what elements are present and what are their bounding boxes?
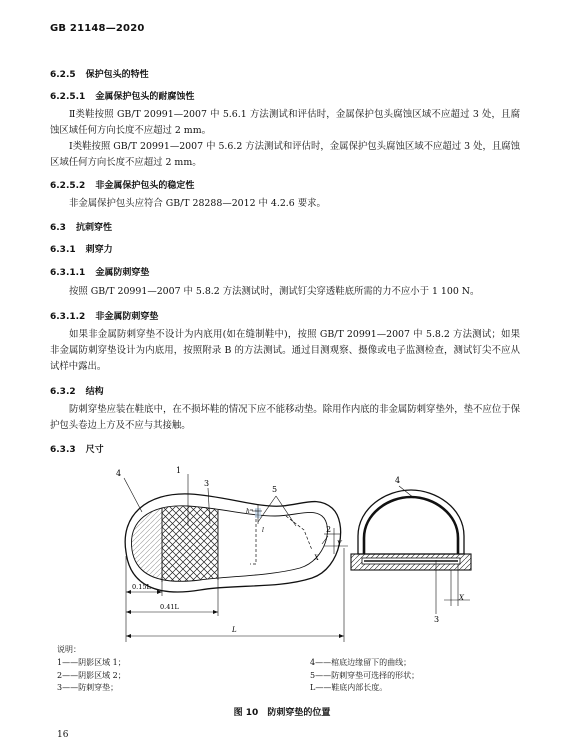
- paragraph-nonmetal-penetration: 如果非金属防刺穿垫不设计为内底用(如在缝制鞋中)，按照 GB/T 20991—2007 中 5.8.2 方法测试；如果非金属防刺穿垫设计为内底用，按照附录 B 的方法测试。通过目测观察、摄像或电子监测检查，测试钉尖不应从试样中露出。: [50, 329, 520, 372]
- callout-3: 3: [204, 479, 210, 488]
- page-number: 16: [57, 730, 69, 740]
- label-y: Y: [337, 540, 342, 548]
- paragraph-metal-penetration: 按照 GB/T 20991—2007 中 5.8.2 方法测试时，测试钉尖穿透鞋底所需的力不应小于 1 100 N。: [69, 286, 480, 297]
- heading-6-2-5: 6.2.5 保护包头的特性: [50, 70, 149, 80]
- paragraph-structure: 防刺穿垫应装在鞋底中，在不损坏鞋的情况下应不能移动垫。除用作内底的非金属防刺穿垫外，垫不应位于保护包头卷边上方及不应与其接触。: [50, 404, 520, 431]
- legend-item: 1——阴影区域 1；: [57, 658, 126, 667]
- figure-caption: 图 10 防刺穿垫的位置: [233, 708, 331, 718]
- legend-item: 2——阴影区域 2；: [57, 670, 126, 680]
- callout-1: 1: [176, 466, 182, 475]
- dimension-label-h: h: [246, 508, 250, 515]
- heading-6-2-5-2: 6.2.5.2 非金属保护包头的稳定性: [50, 181, 195, 191]
- penetration-pad-diagram: [50, 464, 520, 654]
- heading-6-3-2: 6.3.2 结构: [50, 387, 104, 397]
- dimension-label-l: l: [262, 527, 264, 534]
- label-x: X: [314, 554, 319, 562]
- svg-text:0.15L: 0.15L: [132, 583, 151, 591]
- heading-6-3-1-2: 6.3.1.2 非金属防刺穿垫: [50, 312, 159, 322]
- cross-section-view: [351, 490, 471, 570]
- figure-10: [50, 464, 520, 654]
- heading-6-3: 6.3 抗刺穿性: [50, 223, 112, 233]
- legend-item: 5——防刺穿垫可选择的形状；: [310, 670, 420, 680]
- legend-item: 4——棺底边缘留下的曲线；: [310, 658, 412, 667]
- legend-item: 3——防刺穿垫；: [57, 683, 119, 692]
- standard-number: GB 21148—2020: [50, 23, 145, 34]
- callout-4: 4: [116, 469, 122, 478]
- legend-right: [310, 657, 419, 695]
- label-x-section: X: [459, 594, 464, 602]
- callout-4-section: 4: [395, 476, 401, 485]
- heading-6-3-1: 6.3.1 刺穿力: [50, 245, 113, 255]
- optional-pad-shape: [250, 510, 256, 564]
- heading-6-3-3: 6.3.3 尺寸: [50, 445, 104, 455]
- paragraph-class2-corrosion: Ⅱ类鞋按照 GB/T 20991—2007 中 5.6.1 方法测试和评估时，金属保护包头腐蚀区域不应超过 3 处，且腐蚀区域任何方向长度不应超过 2 mm。: [50, 109, 520, 136]
- legend-title: 说明：: [57, 645, 81, 654]
- callout-2: 2: [326, 525, 332, 534]
- paragraph-nonmetal-stability: 非金属保护包头应符合 GB/T 28288—2012 中 4.2.6 要求。: [69, 198, 326, 209]
- legend-item: L——鞋底内部长度。: [310, 683, 388, 692]
- heading-6-3-1-1: 6.3.1.1 金属防刺穿垫: [50, 268, 150, 278]
- svg-text:0.41L: 0.41L: [160, 603, 179, 611]
- paragraph-class1-corrosion: Ⅰ类鞋按照 GB/T 20991—2007 中 5.6.2 方法测试和评估时，金属保护包头腐蚀区域不应超过 3 处，且腐蚀区域任何方向长度不应超过 2 mm。: [50, 141, 520, 168]
- legend-left: [57, 657, 126, 695]
- callout-3-section: 3: [434, 615, 440, 624]
- callout-5: 5: [272, 485, 278, 494]
- svg-text:L: L: [232, 626, 237, 634]
- heading-6-2-5-1: 6.2.5.1 金属保护包头的耐腐蚀性: [50, 92, 195, 102]
